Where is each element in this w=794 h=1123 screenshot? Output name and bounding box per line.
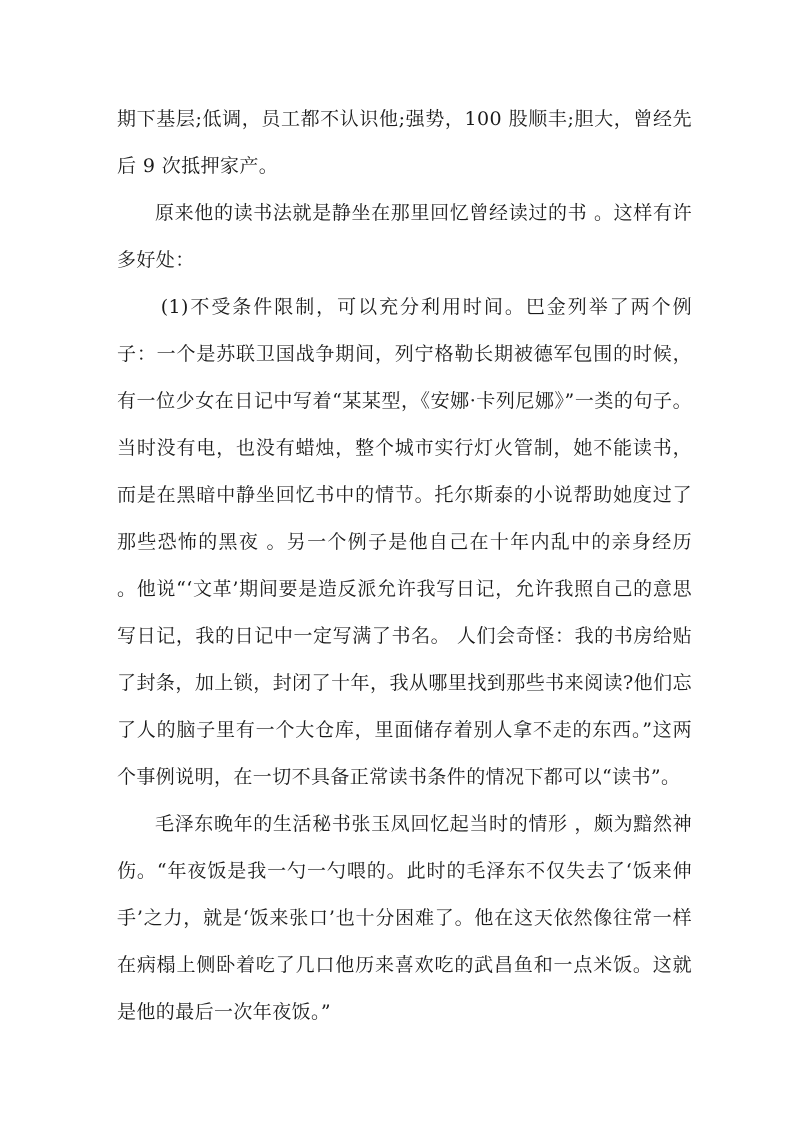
paragraph-reading-method: 原来他的读书法就是静坐在那里回忆曾经读过的书 。这样有许多好处： [117, 202, 692, 271]
paragraph-mao-anecdote: 毛泽东晚年的生活秘书张玉凤回忆起当时的情形 ，颇为黯然神伤。“年夜饭是我一勺一勺喂的。此时的毛泽东不仅失去了‘饭来伸手’之力，就是‘饭来张口’也十分困难了。他在这天依然像往常一样在病榻上侧卧着吃了几口他历来喜欢吃的武昌鱼和一点米饭。这就是他的最后一次年夜饭。” [117, 813, 692, 1023]
paragraph-continuation: 期下基层;低调，员工都不认识他;强势，100 股顺丰;胆大，曾经先后 9 次抵押家产。 [117, 108, 692, 177]
paragraph-point-one: (1)不受条件限制，可以充分利用时间。巴金列举了两个例子：一个是苏联卫国战争期间，列宁格勒长期被德军包围的时候，有一位少女在日记中写着“某某型，《安娜·卡列尼娜》”一类的句子。当时没有电，也没有蜡烛，整个城市实行灯火管制，她不能读书，而是在黑暗中静坐回忆书中的情节。托尔斯泰的小说帮助她度过了那些恐怖的黑夜 。另一个例子是他自己在十年内乱中的亲身经历 。他说“‘文革’期间要是造反派允许我写日记，允许我照自己的意思写日记，我的日记中一定写满了书名。 人们会奇怪：我的书房给贴了封条，加上锁，封闭了十年，我从哪里找到那些书来阅读?他们忘了人的脑子里有一个大仓库，里面储存着别人拿不走的东西。”这两个事例说明，在一切不具备正常读书条件的情况下都可以“读书”。 [117, 296, 692, 788]
document-body [117, 96, 692, 1036]
